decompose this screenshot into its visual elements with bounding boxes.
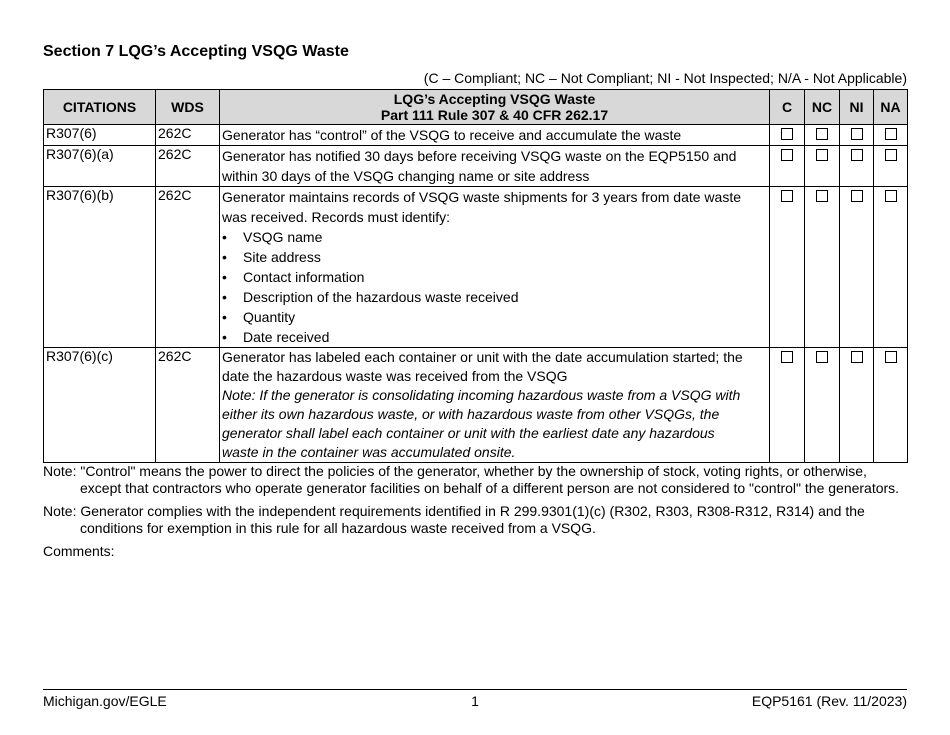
checkbox-square-icon: [885, 149, 897, 161]
description-cell: [220, 125, 770, 146]
checkbox-square-icon: [781, 149, 793, 161]
checkbox-square-icon: [851, 351, 863, 363]
page-number: 1: [471, 693, 479, 709]
checkbox-nc[interactable]: [805, 146, 840, 187]
form-number: EQP5161 (Rev. 11/2023): [751, 693, 907, 709]
checkbox-nc[interactable]: [805, 125, 840, 146]
footer-website: Michigan.gov/EGLE: [43, 693, 167, 709]
note-text: Note: If the generator is consolidating incoming hazardous waste from a VSQG with: [222, 387, 741, 403]
header-c: C: [770, 90, 805, 125]
checkbox-ni[interactable]: [840, 146, 874, 187]
checkbox-square-icon: [781, 351, 793, 363]
checkbox-nc[interactable]: [805, 187, 840, 348]
table-row: [44, 187, 908, 348]
description-cell: [220, 348, 770, 463]
citation-cell: R307(6)(c): [44, 348, 156, 463]
list-item: • Contact information: [222, 267, 767, 287]
checkbox-square-icon: [816, 351, 828, 363]
list-item: • Date received: [222, 327, 767, 347]
table-row: [44, 146, 908, 187]
checkbox-square-icon: [816, 128, 828, 140]
checkbox-square-icon: [851, 190, 863, 202]
checkbox-c[interactable]: [770, 125, 805, 146]
checkbox-square-icon: [885, 351, 897, 363]
page-footer: [43, 689, 907, 709]
control-note: Note: "Control" means the power to direct the policies of the generator, whether by the ownership of stock, voting rights, or otherwise, except that contractors who operate generator facilities on behalf of a different person are not considered to "control" the generators.: [43, 463, 900, 496]
header-citations: CITATIONS: [44, 90, 156, 125]
checkbox-square-icon: [781, 190, 793, 202]
wds-cell: 262C: [156, 146, 220, 187]
checkbox-ni[interactable]: [840, 187, 874, 348]
note-text: either its own hazardous waste, or with hazardous waste from other VSQGs, the: [222, 406, 720, 422]
table-row: [44, 348, 908, 463]
header-description: [220, 90, 770, 125]
note-text: waste in the container was accumulated onsite.: [222, 444, 516, 460]
table-header-row: [44, 90, 908, 125]
citation-cell: R307(6)(b): [44, 187, 156, 348]
checkbox-na[interactable]: [874, 146, 908, 187]
list-item: • VSQG name: [222, 227, 767, 247]
checkbox-square-icon: [885, 190, 897, 202]
checkbox-ni[interactable]: [840, 125, 874, 146]
header-nc: NC: [805, 90, 840, 125]
note-text: generator shall label each container or unit with the earliest date any hazardous: [222, 425, 715, 441]
checkbox-ni[interactable]: [840, 348, 874, 463]
checkbox-na[interactable]: [874, 187, 908, 348]
checkbox-square-icon: [885, 128, 897, 140]
list-item: • Quantity: [222, 307, 767, 327]
description-text: within 30 days of the VSQG changing name or site address: [222, 168, 590, 184]
checkbox-square-icon: [851, 128, 863, 140]
list-item: • Description of the hazardous waste received: [222, 287, 767, 307]
citation-cell: R307(6)(a): [44, 146, 156, 187]
description-text: Generator has notified 30 days before receiving VSQG waste on the EQP5150 and: [222, 148, 737, 164]
header-description-subtitle: Part 111 Rule 307 & 40 CFR 262.17: [380, 107, 609, 123]
checklist-table: [43, 89, 908, 463]
checkbox-c[interactable]: [770, 348, 805, 463]
description-text: date the hazardous waste was received from the VSQG: [222, 368, 568, 384]
checkbox-c[interactable]: [770, 146, 805, 187]
header-na: NA: [874, 90, 908, 125]
wds-cell: 262C: [156, 187, 220, 348]
wds-cell: 262C: [156, 348, 220, 463]
checkbox-square-icon: [816, 149, 828, 161]
header-ni: NI: [840, 90, 874, 125]
comments-label: Comments:: [43, 543, 115, 559]
header-description-title: LQG’s Accepting VSQG Waste: [393, 91, 596, 107]
checkbox-square-icon: [781, 128, 793, 140]
checkbox-c[interactable]: [770, 187, 805, 348]
description-cell: [220, 146, 770, 187]
records-bullet-list: [222, 227, 767, 347]
checkbox-square-icon: [816, 190, 828, 202]
notes-section: [43, 463, 907, 560]
compliance-legend: (C – Compliant; NC – Not Compliant; NI - Not Inspected; N/A - Not Applicable): [423, 70, 907, 86]
description-text: Generator maintains records of VSQG waste shipments for 3 years from date waste: [222, 189, 741, 205]
checkbox-na[interactable]: [874, 125, 908, 146]
section-title: Section 7 LQG’s Accepting VSQG Waste: [43, 43, 349, 60]
checkbox-na[interactable]: [874, 348, 908, 463]
wds-cell: 262C: [156, 125, 220, 146]
description-text: Generator has labeled each container or unit with the date accumulation started; the: [222, 349, 743, 365]
requirements-note: Note: Generator complies with the independent requirements identified in R 299.9301(1)(c) (R302, R303, R308-R312, R314) and the conditions for exemption in this rule for all hazardous waste received from a VSQG.: [43, 503, 865, 536]
description-text: was received. Records must identify:: [222, 209, 450, 225]
header-wds: WDS: [156, 90, 220, 125]
description-text: Generator has “control” of the VSQG to receive and accumulate the waste: [222, 127, 682, 143]
list-item: • Site address: [222, 247, 767, 267]
citation-cell: R307(6): [44, 125, 156, 146]
checkbox-square-icon: [851, 149, 863, 161]
checkbox-nc[interactable]: [805, 348, 840, 463]
table-row: [44, 125, 908, 146]
description-cell: [220, 187, 770, 348]
